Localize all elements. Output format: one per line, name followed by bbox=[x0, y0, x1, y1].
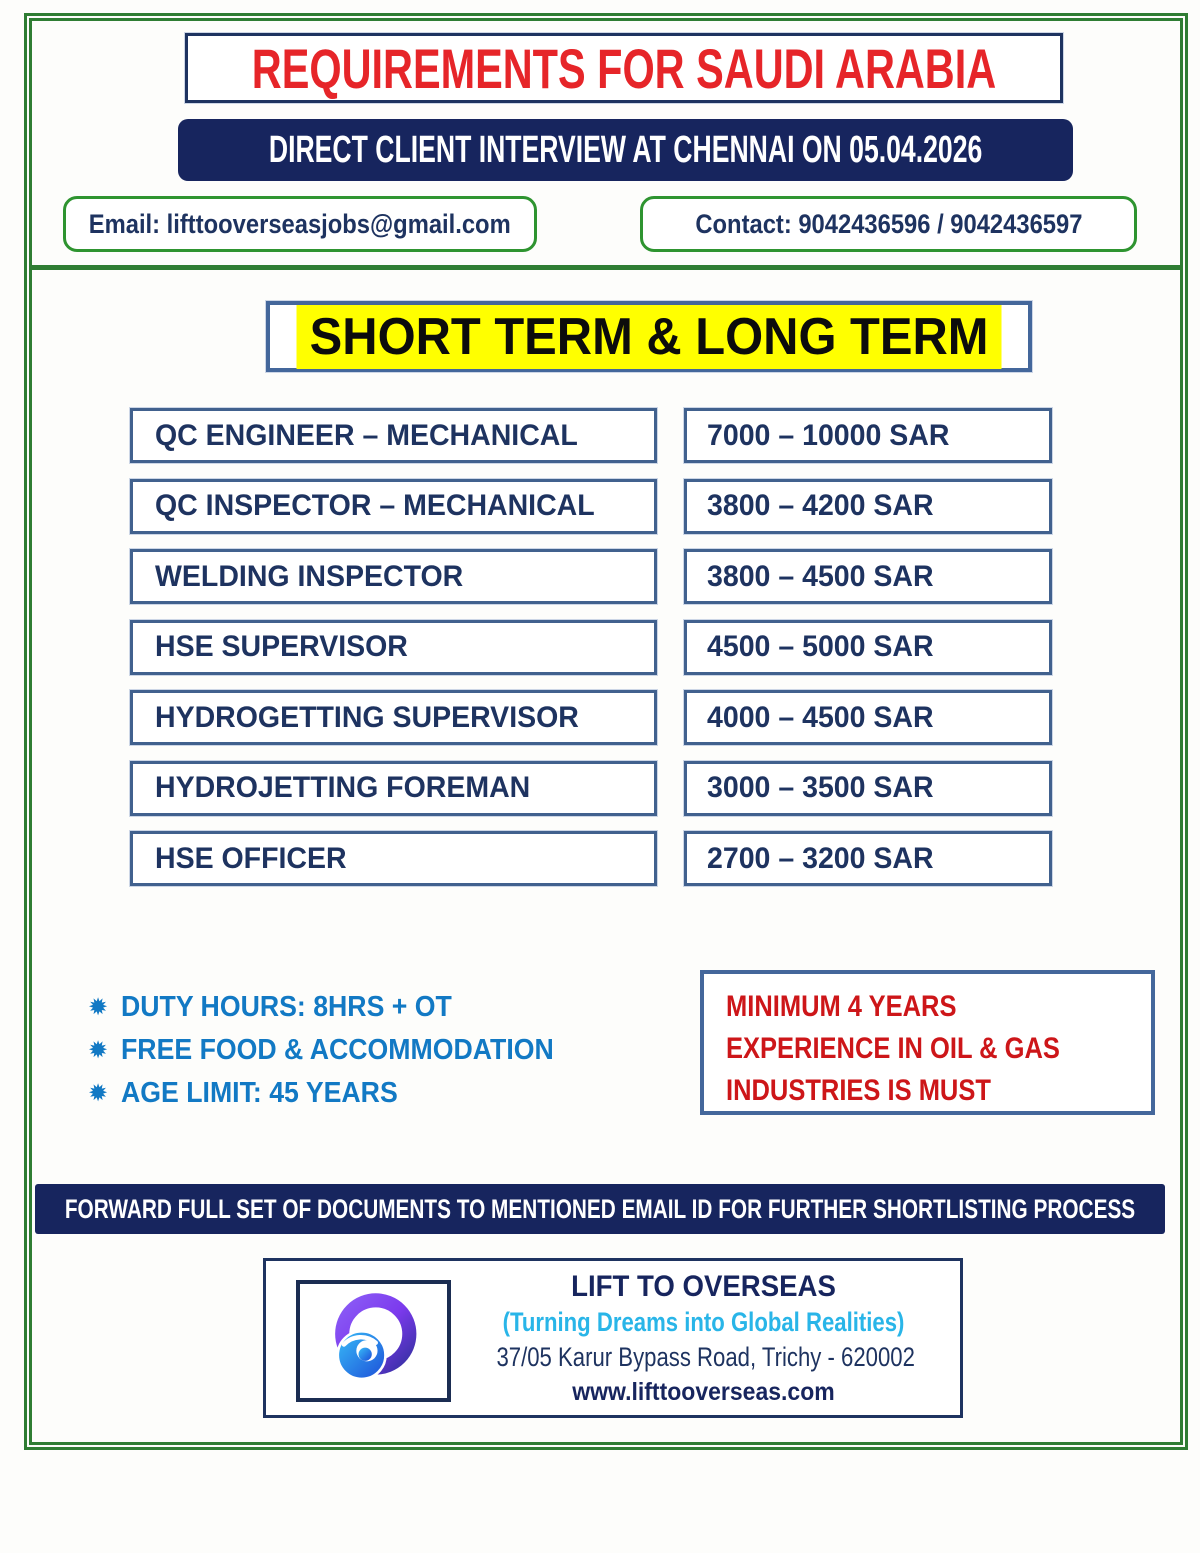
section-heading-box bbox=[266, 301, 1032, 372]
job-position: HSE SUPERVISOR bbox=[155, 630, 408, 663]
star-bullet-icon: ✹ bbox=[88, 1036, 109, 1064]
job-salary-cell bbox=[684, 761, 1052, 816]
table-row bbox=[130, 408, 1052, 463]
company-logo bbox=[296, 1280, 451, 1402]
list-item bbox=[88, 992, 592, 1022]
page-title: REQUIREMENTS FOR SAUDI ARABIA bbox=[251, 36, 997, 100]
job-position: HYDROJETTING FOREMAN bbox=[155, 771, 531, 804]
company-info bbox=[451, 1269, 956, 1409]
interview-banner-text: DIRECT CLIENT INTERVIEW AT CHENNAI ON 05.04.2026 bbox=[268, 128, 983, 171]
job-position-cell bbox=[130, 761, 657, 816]
table-row bbox=[130, 690, 1052, 745]
job-position: QC ENGINEER – MECHANICAL bbox=[155, 418, 578, 452]
swirl-wave-logo-icon bbox=[321, 1288, 427, 1394]
job-position-cell bbox=[130, 479, 657, 534]
experience-note-line: INDUSTRIES IS MUST bbox=[726, 1074, 991, 1107]
email-text: Email: lifttooverseasjobs@gmail.com bbox=[89, 208, 511, 239]
experience-note-box bbox=[700, 970, 1155, 1115]
company-address: 37/05 Karur Bypass Road, Trichy - 620002 bbox=[496, 1342, 915, 1372]
table-row bbox=[130, 479, 1052, 534]
company-name: LIFT TO OVERSEAS bbox=[571, 1270, 836, 1303]
email-box bbox=[63, 196, 537, 252]
company-tagline: (Turning Dreams into Global Realities) bbox=[502, 1307, 905, 1337]
header-divider bbox=[32, 265, 1180, 270]
job-position: HSE OFFICER bbox=[155, 841, 347, 875]
job-salary: 3800 – 4500 SAR bbox=[707, 559, 934, 593]
job-position: WELDING INSPECTOR bbox=[155, 559, 464, 593]
company-card bbox=[263, 1258, 963, 1418]
job-salary-cell bbox=[684, 479, 1052, 534]
job-salary: 7000 – 10000 SAR bbox=[707, 418, 950, 452]
job-salary: 4000 – 4500 SAR bbox=[707, 700, 934, 734]
benefit-text: DUTY HOURS: 8HRS + OT bbox=[121, 990, 452, 1023]
job-position: QC INSPECTOR – MECHANICAL bbox=[155, 489, 595, 522]
contact-text: Contact: 9042436596 / 9042436597 bbox=[694, 208, 1083, 239]
section-heading: SHORT TERM & LONG TERM bbox=[296, 305, 1001, 369]
job-salary-cell bbox=[684, 831, 1052, 886]
experience-note-line: MINIMUM 4 YEARS bbox=[726, 990, 957, 1023]
instruction-banner bbox=[35, 1184, 1165, 1234]
job-position-cell bbox=[130, 549, 657, 604]
job-position: HYDROGETTING SUPERVISOR bbox=[155, 700, 579, 734]
job-salary: 4500 – 5000 SAR bbox=[707, 630, 934, 663]
job-salary-cell bbox=[684, 690, 1052, 745]
interview-banner bbox=[178, 119, 1073, 181]
jobs-table bbox=[130, 408, 1052, 886]
experience-note-line: EXPERIENCE IN OIL & GAS bbox=[726, 1032, 1060, 1065]
star-bullet-icon: ✹ bbox=[88, 993, 109, 1021]
list-item bbox=[88, 1078, 592, 1108]
job-salary: 3800 – 4200 SAR bbox=[707, 489, 934, 522]
contact-box bbox=[640, 196, 1137, 252]
list-item bbox=[88, 1035, 592, 1065]
benefit-text: AGE LIMIT: 45 YEARS bbox=[121, 1076, 398, 1109]
job-salary-cell bbox=[684, 408, 1052, 463]
job-position-cell bbox=[130, 408, 657, 463]
benefits-list bbox=[88, 992, 592, 1108]
table-row bbox=[130, 620, 1052, 675]
table-row bbox=[130, 831, 1052, 886]
job-position-cell bbox=[130, 690, 657, 745]
job-salary: 2700 – 3200 SAR bbox=[707, 841, 934, 875]
job-position-cell bbox=[130, 620, 657, 675]
instruction-text: FORWARD FULL SET OF DOCUMENTS TO MENTIONED EMAIL ID FOR FURTHER SHORTLISTING PROCESS bbox=[64, 1193, 1136, 1224]
job-salary-cell bbox=[684, 620, 1052, 675]
job-position-cell bbox=[130, 831, 657, 886]
star-bullet-icon: ✹ bbox=[88, 1079, 109, 1107]
table-row bbox=[130, 761, 1052, 816]
benefit-text: FREE FOOD & ACCOMMODATION bbox=[121, 1033, 554, 1066]
job-salary: 3000 – 3500 SAR bbox=[707, 771, 934, 804]
company-website: www.lifttooverseas.com bbox=[572, 1378, 835, 1406]
table-row bbox=[130, 549, 1052, 604]
job-salary-cell bbox=[684, 549, 1052, 604]
title-banner bbox=[185, 33, 1063, 103]
